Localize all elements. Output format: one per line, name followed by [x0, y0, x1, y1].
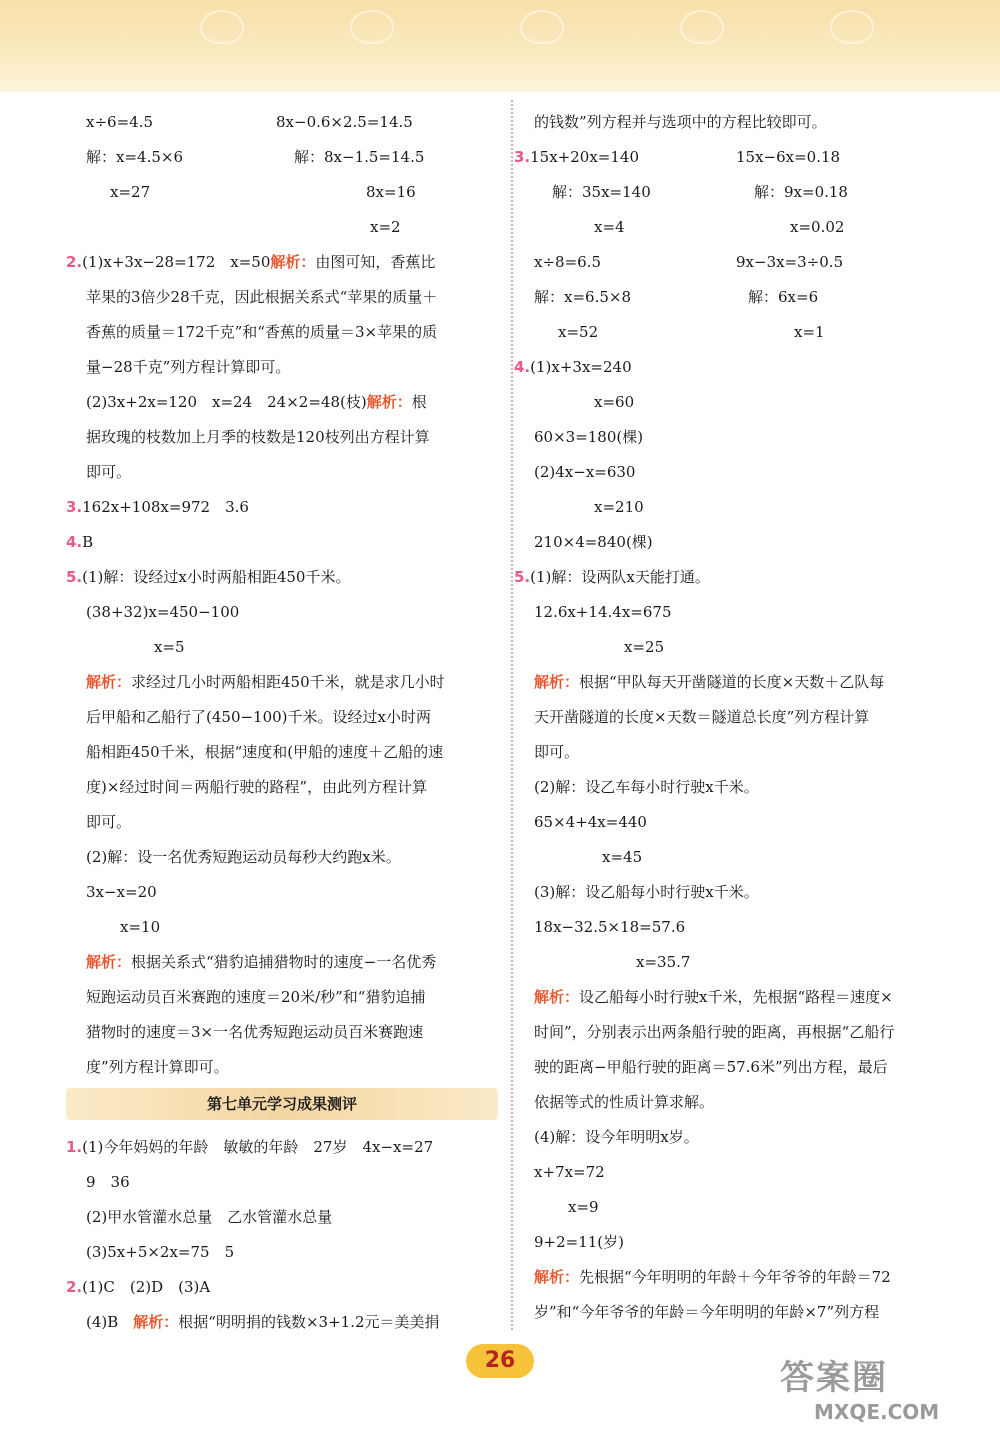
answer-line	[568, 1197, 599, 1217]
header-banner	[0, 0, 1000, 92]
answer-line	[86, 987, 425, 1007]
answer-text: 船相距450千米，根据“速度和(甲船的速度＋乙船的速	[86, 743, 444, 761]
answer-line	[86, 1242, 234, 1262]
answer-text: 度)×经过时间＝两船行驶的路程”，由此列方程计算	[86, 778, 428, 796]
answer-text: 香蕉的质量＝172千克”和“香蕉的质量＝3×苹果的质	[86, 323, 438, 341]
answer-line	[534, 672, 884, 692]
analysis-text: 根据“明明捐的钱数×3+1.2元＝美美捐	[178, 1313, 440, 1331]
section-title: 第七单元学习成果测评	[66, 1088, 498, 1120]
cloud-decoration	[520, 10, 564, 44]
answer-line	[86, 707, 431, 727]
analysis-label: 解析：	[86, 673, 132, 691]
answer-text: 18x−32.5×18=57.6	[534, 918, 686, 936]
answer-text: x=45	[602, 848, 643, 866]
answer-line	[154, 637, 185, 657]
question-number: 2.	[66, 1278, 83, 1296]
answer-line	[66, 532, 93, 552]
answer-text: 210×4=840(棵)	[534, 533, 653, 551]
answer-text: 后甲船和乙船行了(450−100)千米。设经过x小时两	[86, 708, 431, 726]
question-number: 4.	[514, 358, 531, 376]
answer-line	[86, 1172, 130, 1192]
answer-text: x=25	[624, 638, 665, 656]
answer-text: x=210	[594, 498, 644, 516]
answer-text: x=4	[594, 218, 625, 236]
answer-line	[86, 602, 239, 622]
answer-line	[534, 532, 653, 552]
answer-text: x=1	[794, 323, 825, 341]
cloud-decoration	[830, 10, 874, 44]
answer-text: 即可。	[86, 463, 132, 481]
answer-text: (1)x+3x−28=172 x=50	[82, 253, 271, 271]
answer-line	[534, 112, 827, 132]
answer-text: 猎物时的速度＝3×一名优秀短跑运动员百米赛跑速	[86, 1023, 424, 1041]
answer-text: 9+2=11(岁)	[534, 1233, 625, 1251]
answer-text: x=60	[594, 393, 635, 411]
answer-line	[294, 147, 424, 167]
answer-line	[86, 742, 443, 762]
analysis-text: 根据“甲队每天开凿隧道的长度×天数＋乙队每	[579, 673, 885, 691]
answer-line	[636, 952, 690, 972]
analysis-label: 解析：	[118, 1313, 179, 1331]
answer-line	[534, 1057, 888, 1077]
answer-line	[366, 182, 416, 202]
answer-line	[66, 1137, 433, 1157]
answer-text: 8x−0.6×2.5=14.5	[276, 113, 413, 131]
answer-line	[794, 322, 825, 342]
answer-line	[790, 217, 844, 237]
answer-text: (1)解：设两队x天能打通。	[530, 568, 710, 586]
answer-text: 60×3=180(棵)	[534, 428, 644, 446]
answer-text: 依据等式的性质计算求解。	[534, 1093, 715, 1111]
answer-line	[534, 1092, 714, 1112]
answer-line	[594, 392, 634, 412]
answer-line	[86, 112, 153, 132]
answer-text: 驶的距离−甲船行驶的距离＝57.6米”列出方程，最后	[534, 1058, 888, 1076]
cloud-decoration	[350, 10, 394, 44]
answer-text: 解：35x=140	[552, 183, 651, 201]
answer-line	[86, 1022, 423, 1042]
answer-line	[748, 287, 818, 307]
answer-line	[534, 1162, 605, 1182]
answer-text: 解：8x−1.5=14.5	[294, 148, 425, 166]
answer-line	[86, 392, 427, 412]
answer-line	[370, 217, 401, 237]
answer-line	[558, 322, 598, 342]
answer-line	[86, 777, 427, 797]
answer-line	[534, 987, 893, 1007]
answer-line	[754, 182, 848, 202]
question-number: 5.	[66, 568, 83, 586]
analysis-text: 求经过几小时两船相距450千米，就是求几小时	[131, 673, 445, 691]
question-number: 3.	[66, 498, 83, 516]
answer-text: 15x+20x=140	[530, 148, 640, 166]
answer-line	[86, 952, 436, 972]
answer-line	[624, 637, 664, 657]
answer-text: (1)解：设经过x小时两船相距450千米。	[82, 568, 351, 586]
answer-text: x=35.7	[636, 953, 691, 971]
answer-line	[514, 357, 632, 377]
answer-text: 据玫瑰的枝数加上月季的枝数是120枝列出方程计算	[86, 428, 430, 446]
answer-text: 岁”和“今年爷爷的年龄＝今年明明的年龄×7”列方程	[534, 1303, 880, 1321]
question-number: 4.	[66, 533, 83, 551]
answer-line	[534, 252, 601, 272]
answer-line	[594, 497, 644, 517]
answer-text: 苹果的3倍少28千克，因此根据关系式“苹果的质量＋	[86, 288, 438, 306]
answer-text: 9 36	[86, 1173, 130, 1191]
answer-line	[534, 1232, 624, 1252]
answer-text: 的钱数”列方程并与选项中的方程比较即可。	[534, 113, 827, 131]
answer-text: 162x+108x=972 3.6	[82, 498, 249, 516]
answer-line	[66, 252, 435, 272]
answer-line	[86, 882, 157, 902]
answer-text: (2)甲水管灌水总量 乙水管灌水总量	[86, 1208, 333, 1226]
answer-line	[534, 1127, 699, 1147]
answer-text: x=5	[154, 638, 185, 656]
answer-text: (2)3x+2x=120 x=24 24×2=48(枝)	[86, 393, 367, 411]
answer-text: (2)解：设乙车每小时行驶x千米。	[534, 778, 759, 796]
answer-text: 65×4+4x=440	[534, 813, 647, 831]
answer-line	[110, 182, 150, 202]
answer-line	[534, 882, 759, 902]
analysis-text: 根	[411, 393, 427, 411]
answer-text: B	[82, 533, 94, 551]
answer-text: 15x−6x=0.18	[736, 148, 841, 166]
answer-line	[86, 1312, 440, 1332]
analysis-label: 解析：	[270, 253, 316, 271]
answer-text: 解：6x=6	[748, 288, 819, 306]
analysis-label: 解析：	[534, 1268, 580, 1286]
answer-line	[514, 147, 639, 167]
analysis-label: 解析：	[366, 393, 412, 411]
analysis-label: 解析：	[534, 988, 580, 1006]
answer-text: x=10	[120, 918, 161, 936]
answer-text: (4)B	[86, 1313, 119, 1331]
answer-line	[86, 427, 430, 447]
answer-line	[66, 497, 249, 517]
answer-text: x+7x=72	[534, 1163, 605, 1181]
answer-line	[66, 567, 350, 587]
answer-line	[594, 217, 625, 237]
answer-text: 时间”，分别表示出两条船行驶的距离，再根据“乙船行	[534, 1023, 895, 1041]
question-number: 3.	[514, 148, 531, 166]
watermark-logo	[780, 1350, 990, 1428]
analysis-label: 解析：	[534, 673, 580, 691]
answer-text: (2)4x−x=630	[534, 463, 636, 481]
question-number: 2.	[66, 253, 83, 271]
question-number: 5.	[514, 568, 531, 586]
answer-text: (3)5x+5×2x=75 5	[86, 1243, 235, 1261]
answer-text: x=52	[558, 323, 599, 341]
answer-text: x=27	[110, 183, 151, 201]
answer-line	[534, 1267, 891, 1287]
answer-line	[534, 462, 635, 482]
answer-line	[86, 847, 401, 867]
answer-text: 解：x=4.5×6	[86, 148, 183, 166]
answer-line	[534, 427, 643, 447]
answer-text: 短跑运动员百米赛跑的速度＝20米/秒”和“猎豹追捕	[86, 988, 426, 1006]
answer-text: (4)解：设今年明明x岁。	[534, 1128, 699, 1146]
answer-text: x÷8=6.5	[534, 253, 601, 271]
answer-text: 度”列方程计算即可。	[86, 1058, 229, 1076]
answer-line	[86, 812, 131, 832]
answer-line	[86, 357, 290, 377]
answer-line	[534, 602, 671, 622]
answer-line	[534, 917, 685, 937]
answer-line	[86, 1207, 332, 1227]
answer-text: 3x−x=20	[86, 883, 157, 901]
answer-line	[534, 707, 869, 727]
analysis-label: 解析：	[86, 953, 132, 971]
cloud-decoration	[200, 10, 244, 44]
answer-line	[86, 672, 445, 692]
answer-line	[86, 462, 131, 482]
answer-text: x=2	[370, 218, 401, 236]
analysis-text: 设乙船每小时行驶x千米，先根据“路程＝速度×	[579, 988, 893, 1006]
answer-line	[86, 147, 183, 167]
answer-text: 8x=16	[366, 183, 416, 201]
answer-line	[534, 287, 631, 307]
answer-line	[534, 1022, 894, 1042]
answer-text: (1)C (2)D (3)A	[82, 1278, 211, 1296]
column-divider	[511, 100, 513, 1330]
answer-text: x÷6=4.5	[86, 113, 153, 131]
answer-text: 解：9x=0.18	[754, 183, 848, 201]
analysis-text: 先根据“今年明明的年龄＋今年爷爷的年龄＝72	[579, 1268, 891, 1286]
answer-line	[534, 1302, 879, 1322]
answer-line	[514, 567, 710, 587]
answer-line	[736, 147, 840, 167]
answer-line	[86, 287, 437, 307]
answer-text: 天开凿隧道的长度×天数＝隧道总长度”列方程计算	[534, 708, 870, 726]
answer-line	[534, 777, 759, 797]
answer-line	[86, 322, 437, 342]
watermark-text: 答案圈	[780, 1358, 888, 1398]
answer-text: 12.6x+14.4x=675	[534, 603, 672, 621]
answer-line	[86, 1057, 229, 1077]
answer-text: 解：x=6.5×8	[534, 288, 631, 306]
page-number: 26	[466, 1344, 534, 1378]
answer-text: (1)x+3x=240	[530, 358, 632, 376]
answer-line	[552, 182, 651, 202]
answer-text: 9x−3x=3÷0.5	[736, 253, 844, 271]
answer-line	[66, 1277, 210, 1297]
answer-text: (38+32)x=450−100	[86, 603, 240, 621]
answer-text: 即可。	[86, 813, 132, 831]
answer-text: 量−28千克”列方程计算即可。	[86, 358, 291, 376]
answer-text: x=0.02	[790, 218, 845, 236]
answer-text: (2)解：设一名优秀短跑运动员每秒大约跑x米。	[86, 848, 401, 866]
answer-text: x=9	[568, 1198, 599, 1216]
answer-text: 即可。	[534, 743, 580, 761]
answer-line	[534, 742, 579, 762]
answer-line	[602, 847, 642, 867]
watermark-url: MXQE.COM	[814, 1400, 940, 1424]
answer-text: (3)解：设乙船每小时行驶x千米。	[534, 883, 759, 901]
question-number: 1.	[66, 1138, 83, 1156]
analysis-text: 由图可知，香蕉比	[315, 253, 436, 271]
analysis-text: 根据关系式“猎豹追捕猎物时的速度−一名优秀	[131, 953, 437, 971]
answer-line	[120, 917, 160, 937]
answer-text: (1)今年妈妈的年龄 敏敏的年龄 27岁 4x−x=27	[82, 1138, 434, 1156]
answer-line	[534, 812, 647, 832]
cloud-decoration	[680, 10, 724, 44]
answer-line	[276, 112, 413, 132]
answer-line	[736, 252, 843, 272]
